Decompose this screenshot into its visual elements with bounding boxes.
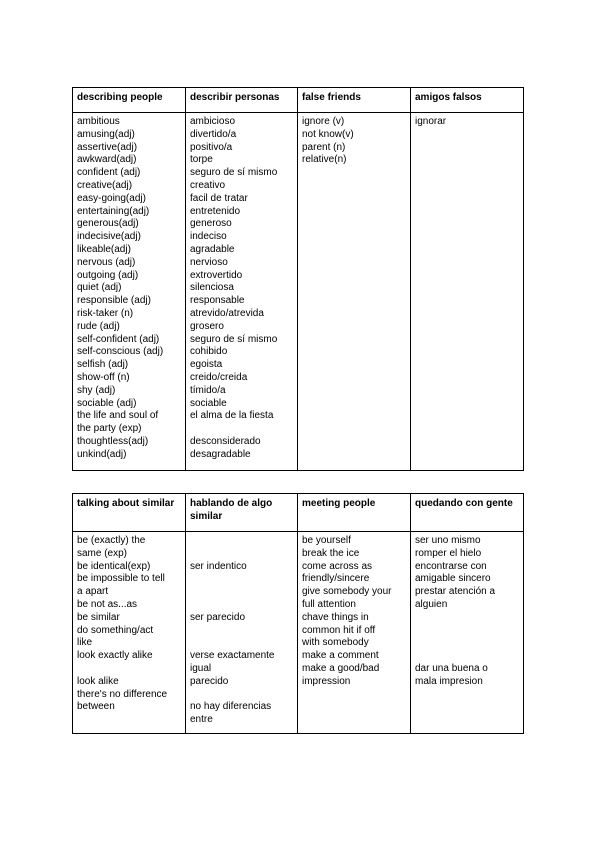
- vocab-entry: igual: [190, 662, 212, 674]
- vocab-entry: self-conscious (adj): [77, 346, 164, 358]
- header-amigos-falsos: amigos falsos: [411, 88, 524, 113]
- vocab-entry: mala impresion: [415, 675, 483, 687]
- vocab-entry: generoso: [190, 218, 232, 230]
- vocab-entry: entre: [190, 714, 213, 726]
- vocab-entry: grosero: [190, 320, 224, 332]
- vocab-entry: torpe: [190, 154, 213, 166]
- vocab-entry: divertido/a: [190, 128, 237, 140]
- vocab-entry: ser uno mismo: [415, 535, 481, 546]
- vocab-entry: ambitious: [77, 116, 120, 127]
- vocab-entry: with somebody: [302, 637, 369, 649]
- vocab-entry: impression: [302, 675, 351, 687]
- vocab-entry: make a comment: [302, 650, 379, 662]
- vocab-entry: seguro de sí mismo: [190, 333, 278, 345]
- vocab-entry: desconsiderado: [190, 435, 261, 447]
- vocab-entry: ignorar: [415, 116, 447, 127]
- vocab-entry: entertaining(adj): [77, 205, 150, 217]
- vocab-entry: parent (n): [302, 141, 346, 153]
- vocab-entry: there's no difference: [77, 688, 168, 700]
- table-body-row: [73, 113, 524, 471]
- header-hablando-de-algo-similar: hablando de algo similar: [186, 494, 298, 532]
- amigos-falsos-cell: [411, 113, 524, 471]
- vocab-entry: do something/act: [77, 624, 154, 636]
- header-describing-people: describing people: [73, 88, 186, 113]
- false-friends-cell: [298, 113, 411, 471]
- vocab-entry: assertive(adj): [77, 141, 138, 153]
- vocab-entry: encontrarse con: [415, 560, 487, 572]
- vocab-entry: common hit if off: [302, 624, 376, 636]
- header-false-friends: false friends: [298, 88, 411, 113]
- vocab-entry: sociable: [190, 397, 227, 409]
- vocab-entry: be impossible to tell: [77, 573, 165, 585]
- vocab-entry: [190, 586, 292, 599]
- vocab-entry: cohibido: [190, 346, 228, 358]
- vocab-entry: same (exp): [77, 547, 128, 559]
- header-talking-about-similar: talking about similar: [73, 494, 186, 532]
- vocab-entry: ser indentico: [190, 560, 247, 572]
- vocab-entry: easy-going(adj): [77, 192, 146, 204]
- vocab-entry: nervioso: [190, 256, 228, 268]
- vocab-entry: el alma de la fiesta: [190, 410, 274, 422]
- vocab-entry: quiet (adj): [77, 282, 122, 294]
- vocab-entry: indecisive(adj): [77, 231, 141, 243]
- header-meeting-people: meeting people: [298, 494, 411, 532]
- vocab-entry: alguien: [415, 598, 448, 610]
- vocab-entry: tímido/a: [190, 384, 226, 396]
- vocab-entry: unkind(adj): [77, 448, 127, 460]
- vocab-entry: entretenido: [190, 205, 241, 217]
- similar-expressions-cell: [73, 532, 186, 734]
- vocab-entry: awkward(adj): [77, 154, 137, 166]
- vocab-entry: romper el hielo: [415, 547, 482, 559]
- english-adjectives-cell: [73, 113, 186, 471]
- vocab-entry: ignore (v): [302, 116, 345, 127]
- vocab-entry: [415, 625, 518, 638]
- vocab-entry: [415, 612, 518, 625]
- vocab-entry: not know(v): [302, 128, 354, 140]
- vocab-entry: creative(adj): [77, 179, 133, 191]
- vocab-entry: egoista: [190, 359, 223, 371]
- table-header-row: [73, 494, 524, 532]
- vocab-entry: relative(n): [302, 154, 347, 166]
- vocab-entry: be (exactly) the: [77, 535, 146, 546]
- vocab-entry: agradable: [190, 243, 235, 255]
- vocab-entry: the life and soul of: [77, 410, 159, 422]
- header-describir-personas: describir personas: [186, 88, 298, 113]
- vocab-table-similar-meeting: [72, 493, 524, 734]
- vocab-entry: extrovertido: [190, 269, 243, 281]
- vocab-entry: creativo: [190, 179, 226, 191]
- vocab-entry: [190, 637, 292, 650]
- vocab-entry: likeable(adj): [77, 243, 131, 255]
- vocab-entry: like: [77, 637, 93, 649]
- vocab-entry: silenciosa: [190, 282, 234, 294]
- vocab-entry: [77, 663, 180, 676]
- similar-spanish-cell: [186, 532, 298, 734]
- vocab-entry: [190, 573, 292, 586]
- vocab-entry: responsable: [190, 295, 245, 307]
- vocab-entry: full attention: [302, 598, 356, 610]
- vocab-entry: sociable (adj): [77, 397, 137, 409]
- vocab-entry: amusing(adj): [77, 128, 135, 140]
- vocab-entry: be identical(exp): [77, 560, 151, 572]
- meeting-people-cell: [298, 532, 411, 734]
- vocab-table-describing-people: [72, 87, 524, 471]
- quedando-con-gente-cell: [411, 532, 524, 734]
- vocab-entry: be similar: [77, 611, 120, 623]
- vocab-entry: ambicioso: [190, 116, 236, 127]
- vocab-entry: dar una buena o: [415, 662, 488, 674]
- vocab-entry: ser parecido: [190, 611, 246, 623]
- vocab-entry: [190, 689, 292, 702]
- vocab-entry: confident (adj): [77, 167, 141, 179]
- vocab-entry: look exactly alike: [77, 650, 153, 662]
- vocab-entry: be yourself: [302, 535, 351, 546]
- vocab-entry: responsible (adj): [77, 295, 151, 307]
- vocab-entry: look alike: [77, 675, 119, 687]
- vocab-entry: self-confident (adj): [77, 333, 160, 345]
- vocab-entry: atrevido/atrevida: [190, 307, 264, 319]
- vocab-entry: shy (adj): [77, 384, 116, 396]
- vocab-entry: [415, 650, 518, 663]
- vocab-entry: parecido: [190, 675, 229, 687]
- header-quedando-con-gente: quedando con gente: [411, 494, 524, 532]
- vocab-entry: thoughtless(adj): [77, 435, 149, 447]
- vocab-entry: outgoing (adj): [77, 269, 139, 281]
- vocab-entry: make a good/bad: [302, 662, 380, 674]
- vocab-entry: nervous (adj): [77, 256, 136, 268]
- vocab-entry: no hay diferencias: [190, 701, 272, 713]
- vocab-entry: rude (adj): [77, 320, 120, 332]
- spanish-adjectives-cell: [186, 113, 298, 471]
- vocab-entry: prestar atención a: [415, 586, 496, 598]
- vocab-entry: creido/creida: [190, 371, 248, 383]
- vocab-entry: come across as: [302, 560, 373, 572]
- vocab-entry: indeciso: [190, 231, 227, 243]
- vocab-entry: [190, 535, 292, 548]
- vocab-entry: the party (exp): [77, 423, 142, 435]
- vocab-entry: amigable sincero: [415, 573, 491, 585]
- vocab-entry: between: [77, 701, 115, 713]
- vocab-entry: break the ice: [302, 547, 360, 559]
- vocab-entry: show-off (n): [77, 371, 130, 383]
- vocab-entry: give somebody your: [302, 586, 392, 598]
- vocab-entry: [190, 599, 292, 612]
- table-body-row: [73, 532, 524, 734]
- vocab-entry: generous(adj): [77, 218, 139, 230]
- vocab-entry: desagradable: [190, 448, 251, 460]
- vocab-entry: [190, 423, 292, 436]
- vocab-entry: [190, 625, 292, 638]
- vocab-entry: positivo/a: [190, 141, 233, 153]
- table-header-row: [73, 88, 524, 113]
- vocab-entry: risk-taker (n): [77, 307, 134, 319]
- vocab-entry: a apart: [77, 586, 109, 598]
- vocab-entry: chave things in: [302, 611, 369, 623]
- vocab-entry: be not as...as: [77, 598, 138, 610]
- vocab-entry: facil de tratar: [190, 192, 248, 204]
- vocab-entry: verse exactamente: [190, 650, 275, 662]
- vocab-entry: [190, 548, 292, 561]
- vocab-entry: seguro de sí mismo: [190, 167, 278, 179]
- vocab-entry: [415, 637, 518, 650]
- vocab-entry: friendly/sincere: [302, 573, 370, 585]
- vocab-entry: selfish (adj): [77, 359, 129, 371]
